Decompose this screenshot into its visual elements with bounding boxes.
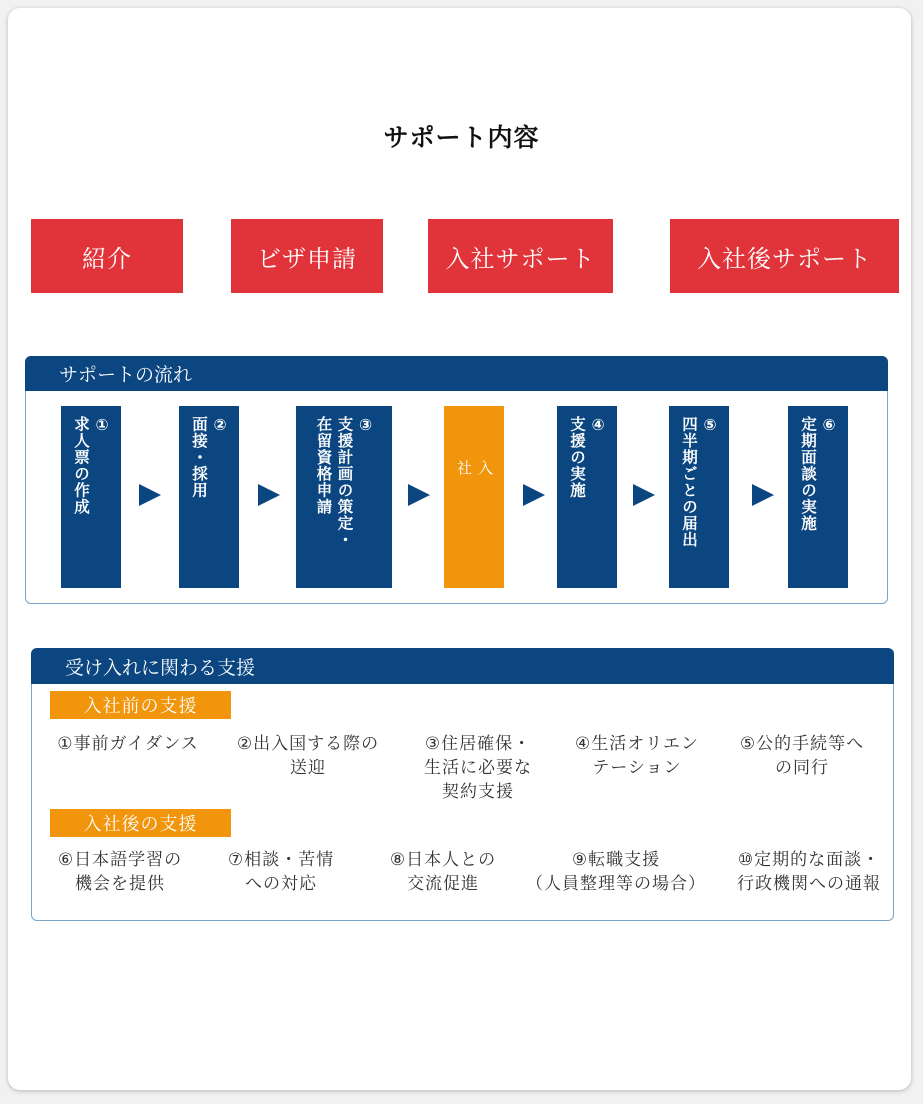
arrow-right-icon: [633, 484, 655, 506]
support-item: ⑦相談・苦情 への対応: [227, 850, 335, 894]
support-item: ⑥日本語学習の 機会を提供: [57, 850, 183, 894]
arrow-right-icon: [523, 484, 545, 506]
service-button-post-hire[interactable]: 入社後サポート: [670, 219, 899, 293]
step-label: 入 社: [455, 460, 494, 487]
support-item: ⑤公的手続等へ の同行: [739, 734, 865, 778]
flow-step: [296, 406, 392, 588]
flow-step: [179, 406, 239, 588]
flow-step: [669, 406, 729, 588]
step-label: ② 面接・採用: [190, 416, 229, 499]
service-button-onboarding[interactable]: 入社サポート: [428, 219, 613, 293]
support-item: ⑨転職支援 （人員整理等の場合）: [526, 850, 706, 894]
step-label: ⑥ 定期面談の実施: [799, 416, 838, 532]
step-label: ④ 支援の実施: [568, 416, 607, 499]
arrow-right-icon: [408, 484, 430, 506]
support-item: ④生活オリエン テーション: [575, 734, 699, 778]
support-item: ②出入国する際の 送迎: [236, 734, 380, 778]
flow-step: [61, 406, 121, 588]
support-item: ①事前ガイダンス: [57, 734, 199, 754]
panel-header: [25, 356, 888, 391]
arrow-right-icon: [752, 484, 774, 506]
before-hire-label: 入社前の支援: [50, 691, 231, 719]
arrow-right-icon: [258, 484, 280, 506]
step-label: ③ 支援計画の策定・ 在留資格申請: [314, 416, 375, 548]
support-item: ⑩定期的な面談・ 行政機関への通報: [737, 850, 881, 894]
flow-step: [557, 406, 617, 588]
flow-step: [788, 406, 848, 588]
flow-step-hire: [444, 406, 504, 588]
arrow-right-icon: [139, 484, 161, 506]
support-item: ③住居確保・ 生活に必要な 契約支援: [424, 734, 532, 802]
after-hire-label: 入社後の支援: [50, 809, 231, 837]
panel-title: 受け入れに関わる支援: [65, 656, 256, 679]
step-label: ⑤ 四半期ごとの届出: [680, 416, 719, 548]
support-item: ⑧日本人との 交流促進: [389, 850, 497, 894]
service-button-introduction[interactable]: 紹介: [31, 219, 183, 293]
page-title: サポート内容: [383, 123, 540, 152]
panel-header: [31, 648, 894, 684]
step-label: ① 求人票の作成: [72, 416, 111, 515]
panel-title: サポートの流れ: [59, 364, 193, 386]
service-button-visa[interactable]: ビザ申請: [231, 219, 383, 293]
